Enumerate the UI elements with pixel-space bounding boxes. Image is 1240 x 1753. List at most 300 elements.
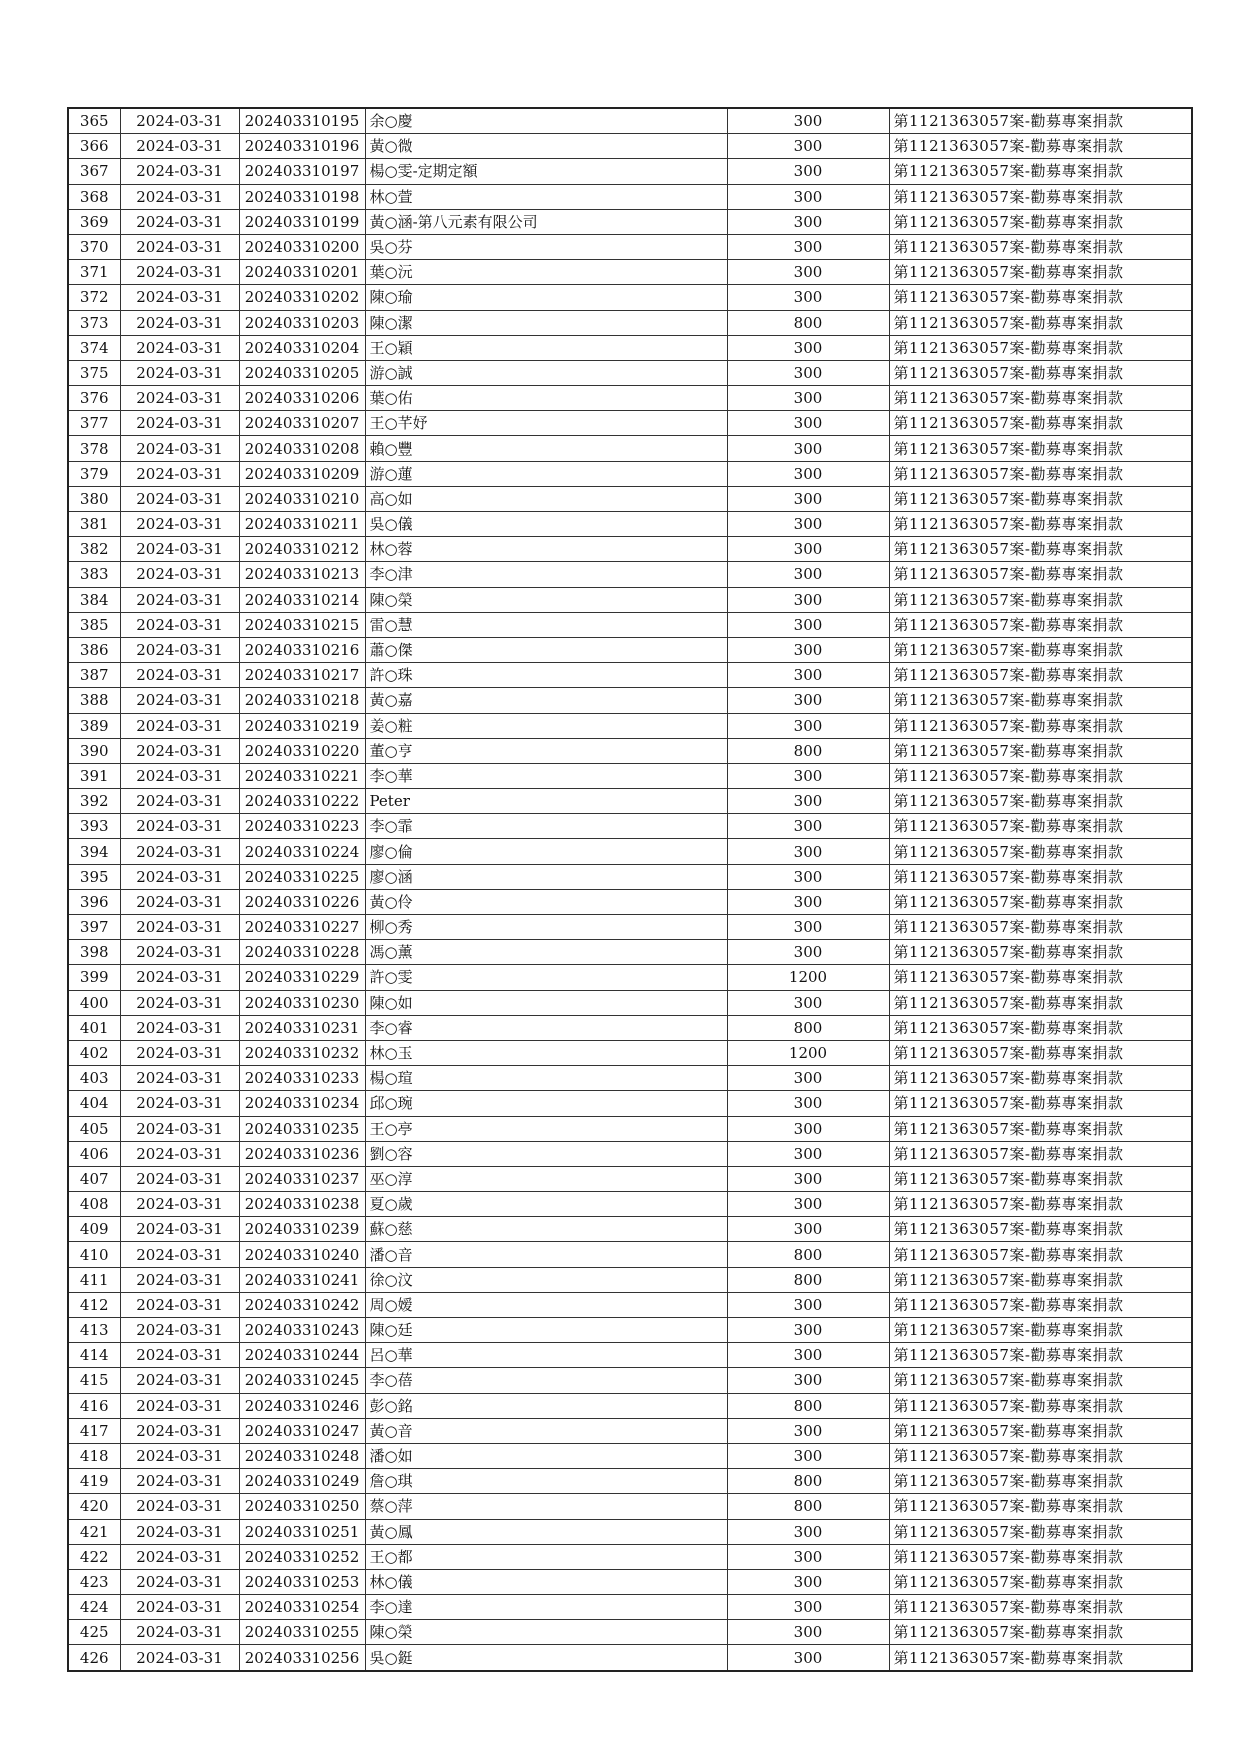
amount-cell: 300	[727, 1595, 889, 1620]
table-row	[68, 940, 1192, 965]
table-row	[68, 436, 1192, 461]
receipt-number-cell: 202403310248	[239, 1443, 365, 1468]
row-number-cell: 392	[68, 789, 120, 814]
amount-cell: 300	[727, 1569, 889, 1594]
purpose-cell: 第1121363057案-勸募專案捐款	[889, 940, 1192, 965]
row-number-cell: 399	[68, 965, 120, 990]
donor-name-cell: 葉○佑	[365, 386, 727, 411]
date-cell: 2024-03-31	[120, 1141, 239, 1166]
table-row	[68, 637, 1192, 662]
amount-cell: 300	[727, 1544, 889, 1569]
donor-name-cell: 游○蓮	[365, 461, 727, 486]
row-number-cell: 402	[68, 1040, 120, 1065]
table-row	[68, 134, 1192, 159]
donor-name-cell: 李○睿	[365, 1015, 727, 1040]
receipt-number-cell: 202403310239	[239, 1217, 365, 1242]
amount-cell: 300	[727, 1318, 889, 1343]
receipt-number-cell: 202403310238	[239, 1192, 365, 1217]
table-row	[68, 1645, 1192, 1671]
donor-name-cell: 葉○沅	[365, 260, 727, 285]
date-cell: 2024-03-31	[120, 1066, 239, 1091]
receipt-number-cell: 202403310219	[239, 713, 365, 738]
table-row	[68, 486, 1192, 511]
row-number-cell: 414	[68, 1343, 120, 1368]
row-number-cell: 390	[68, 738, 120, 763]
receipt-number-cell: 202403310205	[239, 360, 365, 385]
row-number-cell: 385	[68, 612, 120, 637]
donor-name-cell: 周○嫒	[365, 1292, 727, 1317]
row-number-cell: 397	[68, 915, 120, 940]
date-cell: 2024-03-31	[120, 990, 239, 1015]
donor-name-cell: 夏○歲	[365, 1192, 727, 1217]
row-number-cell: 382	[68, 537, 120, 562]
table-row	[68, 814, 1192, 839]
donor-name-cell: 黃○嘉	[365, 688, 727, 713]
table-row	[68, 1066, 1192, 1091]
receipt-number-cell: 202403310204	[239, 335, 365, 360]
donor-name-cell: 高○如	[365, 486, 727, 511]
table-row	[68, 562, 1192, 587]
amount-cell: 300	[727, 411, 889, 436]
receipt-number-cell: 202403310201	[239, 260, 365, 285]
receipt-number-cell: 202403310210	[239, 486, 365, 511]
row-number-cell: 401	[68, 1015, 120, 1040]
receipt-number-cell: 202403310246	[239, 1393, 365, 1418]
receipt-number-cell: 202403310214	[239, 587, 365, 612]
amount-cell: 300	[727, 1091, 889, 1116]
purpose-cell: 第1121363057案-勸募專案捐款	[889, 1066, 1192, 1091]
table-row	[68, 1040, 1192, 1065]
donor-name-cell: 李○華	[365, 763, 727, 788]
donation-ledger-table	[67, 107, 1193, 1672]
donor-name-cell: 林○萱	[365, 184, 727, 209]
donor-name-cell: 潘○如	[365, 1443, 727, 1468]
amount-cell: 300	[727, 159, 889, 184]
date-cell: 2024-03-31	[120, 763, 239, 788]
date-cell: 2024-03-31	[120, 1645, 239, 1671]
receipt-number-cell: 202403310208	[239, 436, 365, 461]
receipt-number-cell: 202403310251	[239, 1519, 365, 1544]
purpose-cell: 第1121363057案-勸募專案捐款	[889, 310, 1192, 335]
date-cell: 2024-03-31	[120, 814, 239, 839]
table-row	[68, 1116, 1192, 1141]
receipt-number-cell: 202403310213	[239, 562, 365, 587]
donor-name-cell: 呂○華	[365, 1343, 727, 1368]
purpose-cell: 第1121363057案-勸募專案捐款	[889, 1116, 1192, 1141]
purpose-cell: 第1121363057案-勸募專案捐款	[889, 763, 1192, 788]
amount-cell: 300	[727, 461, 889, 486]
receipt-number-cell: 202403310212	[239, 537, 365, 562]
receipt-number-cell: 202403310231	[239, 1015, 365, 1040]
amount-cell: 1200	[727, 1040, 889, 1065]
row-number-cell: 400	[68, 990, 120, 1015]
amount-cell: 300	[727, 763, 889, 788]
purpose-cell: 第1121363057案-勸募專案捐款	[889, 1494, 1192, 1519]
receipt-number-cell: 202403310235	[239, 1116, 365, 1141]
table-row	[68, 1091, 1192, 1116]
date-cell: 2024-03-31	[120, 1519, 239, 1544]
amount-cell: 300	[727, 1116, 889, 1141]
row-number-cell: 423	[68, 1569, 120, 1594]
receipt-number-cell: 202403310228	[239, 940, 365, 965]
table-row	[68, 1569, 1192, 1594]
purpose-cell: 第1121363057案-勸募專案捐款	[889, 587, 1192, 612]
purpose-cell: 第1121363057案-勸募專案捐款	[889, 915, 1192, 940]
amount-cell: 300	[727, 537, 889, 562]
date-cell: 2024-03-31	[120, 360, 239, 385]
row-number-cell: 371	[68, 260, 120, 285]
amount-cell: 300	[727, 637, 889, 662]
donor-name-cell: 陳○榮	[365, 587, 727, 612]
receipt-number-cell: 202403310224	[239, 839, 365, 864]
amount-cell: 300	[727, 1519, 889, 1544]
date-cell: 2024-03-31	[120, 1116, 239, 1141]
row-number-cell: 407	[68, 1166, 120, 1191]
amount-cell: 300	[727, 814, 889, 839]
date-cell: 2024-03-31	[120, 386, 239, 411]
receipt-number-cell: 202403310255	[239, 1620, 365, 1645]
amount-cell: 300	[727, 713, 889, 738]
table-row	[68, 386, 1192, 411]
table-row	[68, 1368, 1192, 1393]
date-cell: 2024-03-31	[120, 1469, 239, 1494]
date-cell: 2024-03-31	[120, 637, 239, 662]
donor-name-cell: 陳○潔	[365, 310, 727, 335]
date-cell: 2024-03-31	[120, 1418, 239, 1443]
receipt-number-cell: 202403310199	[239, 209, 365, 234]
receipt-number-cell: 202403310215	[239, 612, 365, 637]
donor-name-cell: 彭○銘	[365, 1393, 727, 1418]
donor-name-cell: 陳○如	[365, 990, 727, 1015]
row-number-cell: 393	[68, 814, 120, 839]
donor-name-cell: 柳○秀	[365, 915, 727, 940]
date-cell: 2024-03-31	[120, 1242, 239, 1267]
donor-name-cell: 邱○琬	[365, 1091, 727, 1116]
row-number-cell: 391	[68, 763, 120, 788]
receipt-number-cell: 202403310209	[239, 461, 365, 486]
date-cell: 2024-03-31	[120, 738, 239, 763]
row-number-cell: 378	[68, 436, 120, 461]
table-row	[68, 864, 1192, 889]
purpose-cell: 第1121363057案-勸募專案捐款	[889, 1292, 1192, 1317]
purpose-cell: 第1121363057案-勸募專案捐款	[889, 1443, 1192, 1468]
date-cell: 2024-03-31	[120, 1292, 239, 1317]
amount-cell: 300	[727, 1217, 889, 1242]
table-row	[68, 915, 1192, 940]
table-row	[68, 1242, 1192, 1267]
donor-name-cell: 李○達	[365, 1595, 727, 1620]
donor-name-cell: 許○雯	[365, 965, 727, 990]
donor-name-cell: 黃○鳳	[365, 1519, 727, 1544]
receipt-number-cell: 202403310202	[239, 285, 365, 310]
row-number-cell: 415	[68, 1368, 120, 1393]
table-row	[68, 789, 1192, 814]
table-row	[68, 360, 1192, 385]
date-cell: 2024-03-31	[120, 285, 239, 310]
receipt-number-cell: 202403310229	[239, 965, 365, 990]
table-row	[68, 184, 1192, 209]
row-number-cell: 381	[68, 512, 120, 537]
donor-name-cell: 黃○伶	[365, 889, 727, 914]
row-number-cell: 424	[68, 1595, 120, 1620]
table-row	[68, 1141, 1192, 1166]
donor-name-cell: 游○誠	[365, 360, 727, 385]
donor-name-cell: 黃○音	[365, 1418, 727, 1443]
date-cell: 2024-03-31	[120, 1318, 239, 1343]
row-number-cell: 426	[68, 1645, 120, 1671]
purpose-cell: 第1121363057案-勸募專案捐款	[889, 1595, 1192, 1620]
donor-name-cell: 吳○儀	[365, 512, 727, 537]
receipt-number-cell: 202403310232	[239, 1040, 365, 1065]
table-row	[68, 889, 1192, 914]
table-row	[68, 335, 1192, 360]
receipt-number-cell: 202403310240	[239, 1242, 365, 1267]
date-cell: 2024-03-31	[120, 512, 239, 537]
date-cell: 2024-03-31	[120, 184, 239, 209]
purpose-cell: 第1121363057案-勸募專案捐款	[889, 512, 1192, 537]
row-number-cell: 412	[68, 1292, 120, 1317]
amount-cell: 800	[727, 1469, 889, 1494]
date-cell: 2024-03-31	[120, 436, 239, 461]
row-number-cell: 420	[68, 1494, 120, 1519]
purpose-cell: 第1121363057案-勸募專案捐款	[889, 1141, 1192, 1166]
date-cell: 2024-03-31	[120, 940, 239, 965]
table-row	[68, 1393, 1192, 1418]
date-cell: 2024-03-31	[120, 1368, 239, 1393]
row-number-cell: 408	[68, 1192, 120, 1217]
amount-cell: 300	[727, 285, 889, 310]
table-row	[68, 1443, 1192, 1468]
table-row	[68, 1192, 1192, 1217]
date-cell: 2024-03-31	[120, 260, 239, 285]
purpose-cell: 第1121363057案-勸募專案捐款	[889, 864, 1192, 889]
receipt-number-cell: 202403310254	[239, 1595, 365, 1620]
date-cell: 2024-03-31	[120, 335, 239, 360]
row-number-cell: 416	[68, 1393, 120, 1418]
table-row	[68, 1318, 1192, 1343]
receipt-number-cell: 202403310233	[239, 1066, 365, 1091]
receipt-number-cell: 202403310217	[239, 663, 365, 688]
row-number-cell: 372	[68, 285, 120, 310]
date-cell: 2024-03-31	[120, 537, 239, 562]
purpose-cell: 第1121363057案-勸募專案捐款	[889, 461, 1192, 486]
table-row	[68, 1494, 1192, 1519]
donor-name-cell: 徐○汶	[365, 1267, 727, 1292]
receipt-number-cell: 202403310226	[239, 889, 365, 914]
row-number-cell: 370	[68, 234, 120, 259]
date-cell: 2024-03-31	[120, 1393, 239, 1418]
date-cell: 2024-03-31	[120, 1544, 239, 1569]
table-row	[68, 763, 1192, 788]
receipt-number-cell: 202403310234	[239, 1091, 365, 1116]
donor-name-cell: 吳○芬	[365, 234, 727, 259]
table-row	[68, 537, 1192, 562]
receipt-number-cell: 202403310206	[239, 386, 365, 411]
purpose-cell: 第1121363057案-勸募專案捐款	[889, 1192, 1192, 1217]
amount-cell: 300	[727, 486, 889, 511]
purpose-cell: 第1121363057案-勸募專案捐款	[889, 688, 1192, 713]
amount-cell: 300	[727, 940, 889, 965]
amount-cell: 300	[727, 436, 889, 461]
receipt-number-cell: 202403310243	[239, 1318, 365, 1343]
amount-cell: 300	[727, 234, 889, 259]
date-cell: 2024-03-31	[120, 965, 239, 990]
receipt-number-cell: 202403310195	[239, 108, 365, 134]
donor-name-cell: 賴○豐	[365, 436, 727, 461]
amount-cell: 300	[727, 108, 889, 134]
donor-name-cell: 吳○鋌	[365, 1645, 727, 1671]
date-cell: 2024-03-31	[120, 159, 239, 184]
purpose-cell: 第1121363057案-勸募專案捐款	[889, 1469, 1192, 1494]
purpose-cell: 第1121363057案-勸募專案捐款	[889, 486, 1192, 511]
purpose-cell: 第1121363057案-勸募專案捐款	[889, 360, 1192, 385]
date-cell: 2024-03-31	[120, 1015, 239, 1040]
row-number-cell: 418	[68, 1443, 120, 1468]
amount-cell: 300	[727, 386, 889, 411]
date-cell: 2024-03-31	[120, 1267, 239, 1292]
receipt-number-cell: 202403310197	[239, 159, 365, 184]
date-cell: 2024-03-31	[120, 612, 239, 637]
date-cell: 2024-03-31	[120, 1040, 239, 1065]
donor-name-cell: 雷○慧	[365, 612, 727, 637]
table-row	[68, 1595, 1192, 1620]
amount-cell: 300	[727, 1343, 889, 1368]
purpose-cell: 第1121363057案-勸募專案捐款	[889, 134, 1192, 159]
date-cell: 2024-03-31	[120, 889, 239, 914]
table-row	[68, 1292, 1192, 1317]
table-row	[68, 159, 1192, 184]
date-cell: 2024-03-31	[120, 486, 239, 511]
row-number-cell: 366	[68, 134, 120, 159]
table-row	[68, 587, 1192, 612]
amount-cell: 300	[727, 612, 889, 637]
purpose-cell: 第1121363057案-勸募專案捐款	[889, 260, 1192, 285]
ledger-body	[68, 108, 1192, 1671]
purpose-cell: 第1121363057案-勸募專案捐款	[889, 1645, 1192, 1671]
table-row	[68, 713, 1192, 738]
purpose-cell: 第1121363057案-勸募專案捐款	[889, 1040, 1192, 1065]
purpose-cell: 第1121363057案-勸募專案捐款	[889, 965, 1192, 990]
row-number-cell: 380	[68, 486, 120, 511]
table-row	[68, 990, 1192, 1015]
amount-cell: 300	[727, 688, 889, 713]
row-number-cell: 413	[68, 1318, 120, 1343]
donor-name-cell: 姜○粧	[365, 713, 727, 738]
date-cell: 2024-03-31	[120, 1166, 239, 1191]
amount-cell: 800	[727, 1494, 889, 1519]
table-row	[68, 461, 1192, 486]
receipt-number-cell: 202403310230	[239, 990, 365, 1015]
purpose-cell: 第1121363057案-勸募專案捐款	[889, 713, 1192, 738]
date-cell: 2024-03-31	[120, 234, 239, 259]
table-row	[68, 738, 1192, 763]
table-row	[68, 1620, 1192, 1645]
row-number-cell: 375	[68, 360, 120, 385]
receipt-number-cell: 202403310222	[239, 789, 365, 814]
table-row	[68, 1544, 1192, 1569]
table-row	[68, 310, 1192, 335]
table-row	[68, 612, 1192, 637]
amount-cell: 300	[727, 839, 889, 864]
donor-name-cell: 王○亭	[365, 1116, 727, 1141]
table-row	[68, 1469, 1192, 1494]
receipt-number-cell: 202403310218	[239, 688, 365, 713]
date-cell: 2024-03-31	[120, 587, 239, 612]
purpose-cell: 第1121363057案-勸募專案捐款	[889, 990, 1192, 1015]
purpose-cell: 第1121363057案-勸募專案捐款	[889, 1393, 1192, 1418]
donor-name-cell: 余○慶	[365, 108, 727, 134]
date-cell: 2024-03-31	[120, 108, 239, 134]
row-number-cell: 374	[68, 335, 120, 360]
receipt-number-cell: 202403310223	[239, 814, 365, 839]
row-number-cell: 411	[68, 1267, 120, 1292]
donor-name-cell: 陳○瑜	[365, 285, 727, 310]
table-row	[68, 688, 1192, 713]
purpose-cell: 第1121363057案-勸募專案捐款	[889, 1166, 1192, 1191]
purpose-cell: 第1121363057案-勸募專案捐款	[889, 184, 1192, 209]
receipt-number-cell: 202403310242	[239, 1292, 365, 1317]
amount-cell: 300	[727, 1368, 889, 1393]
row-number-cell: 421	[68, 1519, 120, 1544]
amount-cell: 300	[727, 360, 889, 385]
receipt-number-cell: 202403310221	[239, 763, 365, 788]
purpose-cell: 第1121363057案-勸募專案捐款	[889, 1242, 1192, 1267]
donor-name-cell: 林○儀	[365, 1569, 727, 1594]
date-cell: 2024-03-31	[120, 663, 239, 688]
date-cell: 2024-03-31	[120, 1192, 239, 1217]
receipt-number-cell: 202403310250	[239, 1494, 365, 1519]
date-cell: 2024-03-31	[120, 411, 239, 436]
donor-name-cell: 林○蓉	[365, 537, 727, 562]
table-row	[68, 512, 1192, 537]
donor-name-cell: 李○霏	[365, 814, 727, 839]
date-cell: 2024-03-31	[120, 562, 239, 587]
amount-cell: 300	[727, 587, 889, 612]
amount-cell: 300	[727, 1443, 889, 1468]
date-cell: 2024-03-31	[120, 1569, 239, 1594]
table-row	[68, 285, 1192, 310]
purpose-cell: 第1121363057案-勸募專案捐款	[889, 1091, 1192, 1116]
amount-cell: 300	[727, 134, 889, 159]
purpose-cell: 第1121363057案-勸募專案捐款	[889, 1217, 1192, 1242]
purpose-cell: 第1121363057案-勸募專案捐款	[889, 889, 1192, 914]
amount-cell: 300	[727, 335, 889, 360]
donor-name-cell: 楊○瑄	[365, 1066, 727, 1091]
row-number-cell: 376	[68, 386, 120, 411]
amount-cell: 300	[727, 915, 889, 940]
donor-name-cell: 廖○倫	[365, 839, 727, 864]
purpose-cell: 第1121363057案-勸募專案捐款	[889, 285, 1192, 310]
row-number-cell: 409	[68, 1217, 120, 1242]
amount-cell: 300	[727, 889, 889, 914]
date-cell: 2024-03-31	[120, 789, 239, 814]
purpose-cell: 第1121363057案-勸募專案捐款	[889, 738, 1192, 763]
donor-name-cell: 廖○涵	[365, 864, 727, 889]
purpose-cell: 第1121363057案-勸募專案捐款	[889, 1318, 1192, 1343]
receipt-number-cell: 202403310211	[239, 512, 365, 537]
date-cell: 2024-03-31	[120, 1217, 239, 1242]
row-number-cell: 365	[68, 108, 120, 134]
date-cell: 2024-03-31	[120, 915, 239, 940]
amount-cell: 300	[727, 1292, 889, 1317]
row-number-cell: 417	[68, 1418, 120, 1443]
table-row	[68, 1015, 1192, 1040]
date-cell: 2024-03-31	[120, 1443, 239, 1468]
donor-name-cell: 許○珠	[365, 663, 727, 688]
donor-name-cell: 黃○涵-第八元素有限公司	[365, 209, 727, 234]
receipt-number-cell: 202403310207	[239, 411, 365, 436]
date-cell: 2024-03-31	[120, 864, 239, 889]
